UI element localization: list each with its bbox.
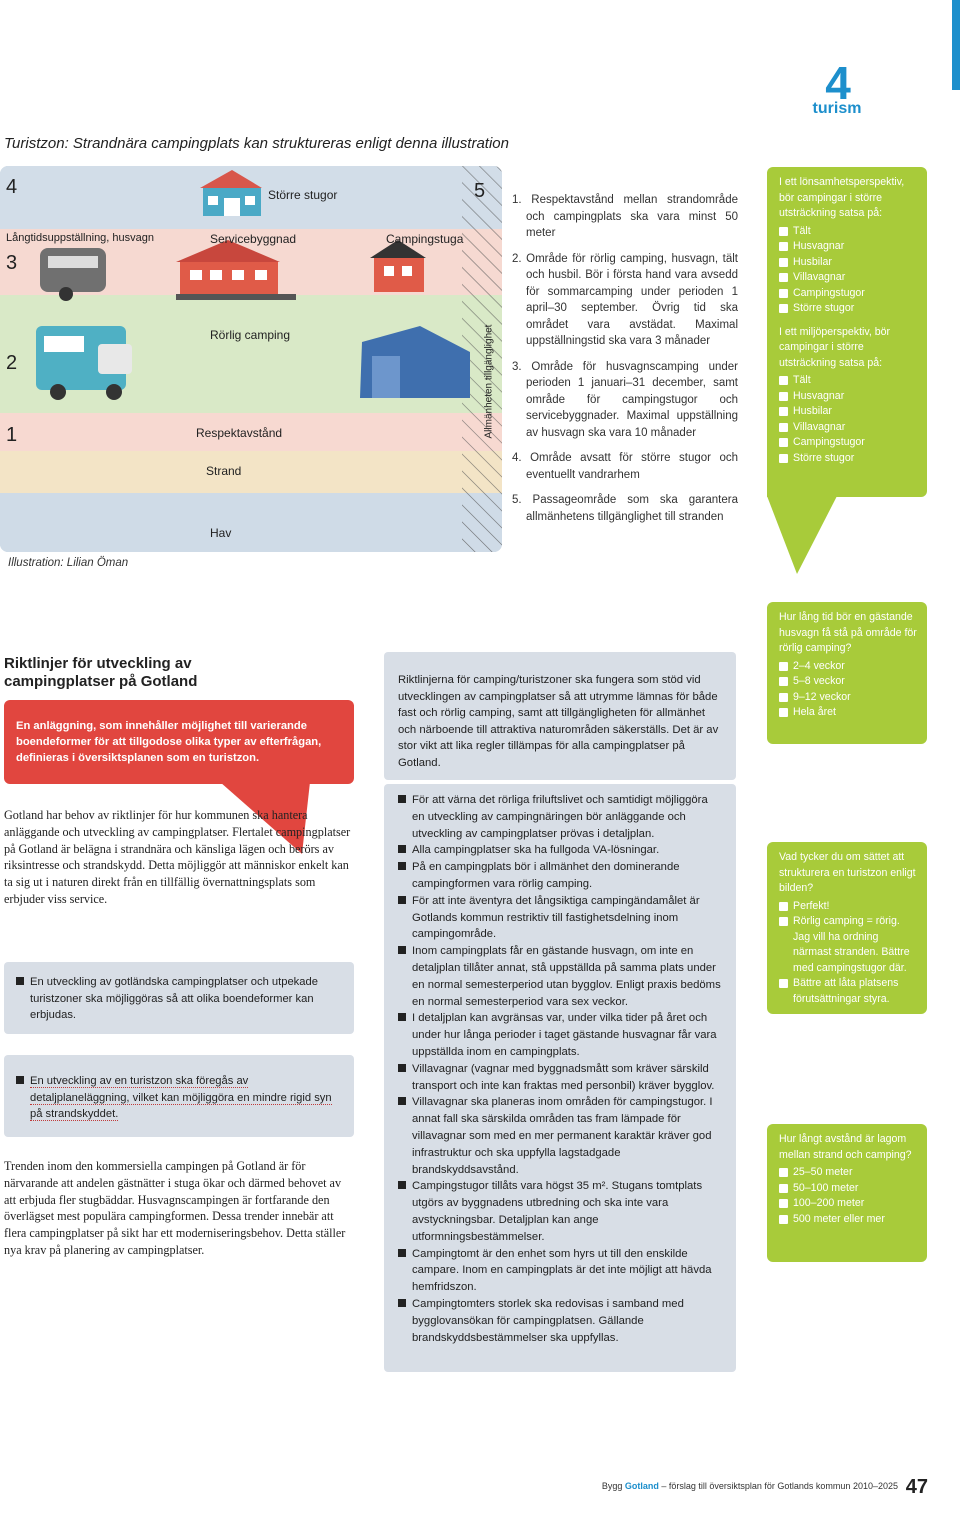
- chapter-name: turism: [812, 100, 862, 117]
- intro-paragraph: Gotland har behov av riktlinjer för hur kommunen ska hantera anläggande och utveckling av campingplatser. Flertalet campingplatser på Gotland är belägna i strandnära och känsliga lägen och berörs av riksintresse och strandskydd. Detta möjliggör att människor enkelt kan ta sig ut i naturen direkt från en tillfällig övernattningsplats som erbjuder viss service.: [4, 808, 351, 906]
- survey-option[interactable]: Villavagnar: [779, 420, 917, 436]
- footer-text: Bygg Gotland – förslag till översiktsplan för Gotlands kommun 2010–2025: [601, 1481, 898, 1491]
- guideline-item: Villavagnar (vagnar med byggnadsmått som kräver särskild transport och inte kan fraktas med personbil) kräver bygglov.: [398, 1061, 722, 1095]
- campsite-illustration: [0, 166, 502, 552]
- trend-paragraph: Trenden inom den kommersiella campingen på Gotland är för närvarande att andelen gästnätter i stuga ökar och därmed behovet av att erbjuda fler stugbäddar. Husvagnscampingen är fortfarande den överlägset mest populära campingformen. Dessa trender innebär att flera campingplatser på sikt har ett moderniseringsbehov. Detta ställer nya krav på planering av campingplatser.: [4, 1159, 346, 1257]
- zone-label-3: 3: [6, 252, 18, 274]
- bullet-square-icon: [16, 1076, 24, 1084]
- survey-box-structure: [767, 842, 927, 1014]
- bullet-square-icon: [398, 1181, 406, 1189]
- zone-item: 4. Område avsatt för större stugor och eventuellt vandrarhem: [512, 452, 738, 481]
- survey-option[interactable]: 5–8 veckor: [779, 674, 917, 690]
- checkbox-icon[interactable]: [779, 1215, 788, 1224]
- survey-box-profitability: [767, 167, 927, 497]
- survey-option[interactable]: Campingstugor: [779, 435, 917, 451]
- label-beach: Strand: [206, 464, 242, 478]
- guideline-item: För att värna det rörliga friluftslivet och samtidigt möjliggöra en utveckling av campingnäringen bör anläggande och utveckling av campingplatser prövas i detaljplan.: [398, 792, 722, 842]
- label-larger-cottages: Större stugor: [268, 188, 338, 202]
- service-building-drawing: [176, 240, 296, 300]
- checkbox-icon[interactable]: [779, 392, 788, 401]
- guideline-item: I detaljplan kan avgränsas var, under vilka tider på året och under hur långa perioder i taget gästande husvagnar får vara uppställda inom en campingplats.: [398, 1010, 722, 1060]
- zone-label-1: 1: [6, 424, 18, 446]
- survey-option[interactable]: 2–4 veckor: [779, 659, 917, 675]
- survey-option[interactable]: Husvagnar: [779, 389, 917, 405]
- survey-question: I ett miljöperspektiv, bör campingar i större utsträckning satsa på:: [779, 325, 891, 369]
- checkbox-icon[interactable]: [779, 1184, 788, 1193]
- bullet-square-icon: [398, 1064, 406, 1072]
- survey-box-duration: [767, 602, 927, 744]
- zone-label-4: 4: [6, 176, 18, 198]
- guidelines-title: Riktlinjer för utveckling av campingplatser på Gotland: [4, 655, 198, 690]
- camping-cabin-drawing: [370, 240, 426, 292]
- checkbox-icon[interactable]: [779, 289, 788, 298]
- survey-option[interactable]: 50–100 meter: [779, 1181, 917, 1197]
- bullet-square-icon: [16, 977, 24, 985]
- tent-drawing: [360, 326, 470, 398]
- guideline-item: Campingtomt är den enhet som hyrs ut till den enskilde campare. Inom en campingplats är det inte möjligt att hävda hemfridszon.: [398, 1246, 722, 1296]
- speech-pointer-green: [767, 496, 837, 576]
- checkbox-icon[interactable]: [779, 376, 788, 385]
- checkbox-icon[interactable]: [779, 662, 788, 671]
- illustration-objects: [0, 166, 470, 466]
- large-cottage-drawing: [200, 170, 262, 216]
- checkbox-icon[interactable]: [779, 407, 788, 416]
- label-camping-cabin: Campingstuga: [386, 232, 464, 246]
- survey-box-distance: [767, 1124, 927, 1262]
- label-mobile-camping: Rörlig camping: [210, 328, 291, 342]
- survey-question: I ett lönsamhetsperspektiv, bör campingar i större utsträckning satsa på:: [779, 176, 905, 219]
- bullet-square-icon: [398, 1013, 406, 1021]
- footer-brand: Gotland: [624, 1481, 659, 1491]
- guideline-item: På en campingplats bör i allmänhet den dominerande campingformen vara rörlig camping.: [398, 859, 722, 893]
- guideline-item: För att inte äventyra det långsiktiga campingändamålet är Gotlands kommun restriktiv till fastighetsdelning inom campingområde.: [398, 893, 722, 943]
- label-public-access: Allmänheten tillgänglighet: [483, 324, 495, 439]
- figure-credit: Illustration: Lilian Öman: [8, 557, 129, 569]
- checkbox-icon[interactable]: [779, 1168, 788, 1177]
- checkbox-icon[interactable]: [779, 423, 788, 432]
- survey-option[interactable]: 25–50 meter: [779, 1165, 917, 1181]
- bullet-square-icon: [398, 862, 406, 870]
- survey-option[interactable]: Husbilar: [779, 255, 917, 271]
- checkbox-icon[interactable]: [779, 902, 788, 911]
- guideline-item: En utveckling av gotländska campingplatser och utpekade turistzoner ska möjliggöras så att olika boendeformer kan erbjudas.: [16, 974, 342, 1024]
- checkbox-icon[interactable]: [779, 438, 788, 447]
- checkbox-icon[interactable]: [779, 693, 788, 702]
- checkbox-icon[interactable]: [779, 258, 788, 267]
- checkbox-icon[interactable]: [779, 677, 788, 686]
- survey-option[interactable]: Bättre att låta platsens förutsättningar styra.: [779, 976, 917, 1007]
- guideline-box-1: [4, 962, 354, 1034]
- bullet-square-icon: [398, 845, 406, 853]
- bullet-square-icon: [398, 896, 406, 904]
- zone-label-2: 2: [6, 352, 18, 374]
- label-long-term-caravans: Långtidsuppställning, husvagn: [6, 232, 155, 244]
- zone-list: [512, 192, 738, 534]
- survey-option[interactable]: 500 meter eller mer: [779, 1212, 917, 1228]
- checkbox-icon[interactable]: [779, 273, 788, 282]
- checkbox-icon[interactable]: [779, 1199, 788, 1208]
- checkbox-icon[interactable]: [779, 454, 788, 463]
- checkbox-icon[interactable]: [779, 227, 788, 236]
- checkbox-icon[interactable]: [779, 979, 788, 988]
- survey-option[interactable]: Husbilar: [779, 404, 917, 420]
- bullet-square-icon: [398, 1299, 406, 1307]
- survey-question: Vad tycker du om sättet att strukturera en turistzon enligt bilden?: [779, 851, 916, 894]
- page-number: 47: [905, 1476, 928, 1498]
- guideline-box-2: [4, 1055, 354, 1137]
- survey-question: Hur lång tid bör en gästande husvagn få stå på område för rörlig camping?: [779, 611, 917, 654]
- survey-option[interactable]: Campingstugor: [779, 286, 917, 302]
- bullet-square-icon: [398, 795, 406, 803]
- middle-intro-text: Riktlinjerna för camping/turistzoner ska fungera som stöd vid utvecklingen av campingplatser så att utrymme lämnas för både fast och rörlig camping, samt att tillgängligheten för allmänhet och närboende till attraktiva naturområden säkerställs. Det är av stor vikt att lika regler tillämpas för alla campingplatser på Gotland.: [398, 674, 719, 769]
- guideline-item: En utveckling av en turistzon ska föregås av detaljplaneläggning, vilket kan möjliggöra en mindre rigid syn på strandskyddet.: [16, 1073, 342, 1123]
- checkbox-icon[interactable]: [779, 304, 788, 313]
- bullet-square-icon: [398, 1097, 406, 1105]
- middle-guideline-box: [384, 784, 736, 1372]
- zone-item: 1. Respektavstånd mellan strandområde och campingplats ska vara minst 50 meter: [512, 194, 738, 239]
- survey-option[interactable]: Perfekt!: [779, 899, 917, 915]
- survey-question: Hur långt avstånd är lagom mellan strand och camping?: [779, 1133, 912, 1161]
- checkbox-icon[interactable]: [779, 917, 788, 926]
- survey-option[interactable]: Husvagnar: [779, 239, 917, 255]
- label-buffer-distance: Respektavstånd: [196, 426, 283, 440]
- guideline-item: Campingtomters storlek ska redovisas i samband med bygglovansökan för campingplatsen. Gällande brandskyddsbestämmelser ska uppfyllas.: [398, 1296, 722, 1346]
- motorhome-drawing: [36, 326, 132, 400]
- guideline-list: [398, 792, 722, 1346]
- guideline-item: Alla campingplatser ska ha fullgoda VA-lösningar.: [398, 842, 722, 859]
- guideline-item: Inom campingplats får en gästande husvagn, om inte en detaljplan tillåter annat, stå uppställda på samma plats under en normal semesterperiod utan bygglov. Enligt praxis bedöms en normal semesterperiod vara sex veckor.: [398, 943, 722, 1010]
- guideline-item: Campingstugor tillåts vara högst 35 m². Stugans tomtplats utgörs av byggnadens utbredning och ska inte vara avstyckningsbar. Detaljplan kan ange utformningsbestämmelser.: [398, 1178, 722, 1245]
- definition-text: En anläggning, som innehåller möjlighet till varierande boendeformer för att tillgodose olika typer av efterfrågan, definieras i översiktsplanen som en turistzon.: [16, 720, 322, 764]
- survey-option[interactable]: Villavagnar: [779, 270, 917, 286]
- survey-option[interactable]: Tält: [779, 373, 917, 389]
- zone-item: 5. Passageområde som ska garantera allmänhetens tillgänglighet till stranden: [512, 494, 738, 523]
- survey-option[interactable]: Större stugor: [779, 301, 917, 317]
- survey-option[interactable]: Tält: [779, 224, 917, 240]
- caravan-drawing: [40, 248, 106, 301]
- label-sea: Hav: [210, 526, 232, 540]
- survey-option[interactable]: Rörlig camping = rörig. Jag vill ha ordning närmast stranden. Bättre med campingstugor där.: [779, 914, 917, 976]
- bullet-square-icon: [398, 946, 406, 954]
- zone-item: 3. Område för husvagnscamping under perioden 1 januari–31 december, samt område för campingstugor och servicebyggnader. Maximal uppställning av husvagn ska vara 10 månader: [512, 360, 738, 439]
- bullet-square-icon: [398, 1249, 406, 1257]
- survey-option[interactable]: Större stugor: [779, 451, 917, 467]
- zone-item: 2. Område för rörlig camping, husvagn, tält och husbil. Bör i första hand vara avsedd för sommarcamping under perioden 1 april–30 september. Övrig tid ska området vara avstädat. Maximal uppställningstid ska vara 3 månader: [512, 252, 738, 347]
- chapter-edge-bar: [952, 0, 960, 90]
- middle-intro-box: [384, 652, 736, 780]
- zone-label-5: 5: [474, 180, 486, 202]
- figure-title: Turistzon: Strandnära campingplats kan struktureras enligt denna illustration: [4, 135, 509, 152]
- guideline-item: Villavagnar ska planeras inom områden för campingstugor. I annat fall ska särskilda områden tas fram lämpade för villavagnar som med en mer permanent karaktär kräver god infrastruktur och ska uppfylla lagstadgade brandskyddsavstånd.: [398, 1094, 722, 1178]
- checkbox-icon[interactable]: [779, 242, 788, 251]
- checkbox-icon[interactable]: [779, 708, 788, 717]
- label-service-building: Servicebyggnad: [210, 232, 297, 246]
- survey-option[interactable]: Hela året: [779, 705, 917, 721]
- chapter-number: 4: [825, 57, 851, 109]
- survey-option[interactable]: 100–200 meter: [779, 1196, 917, 1212]
- survey-option[interactable]: 9–12 veckor: [779, 690, 917, 706]
- definition-bubble: [4, 700, 354, 784]
- sea-band: [0, 493, 502, 552]
